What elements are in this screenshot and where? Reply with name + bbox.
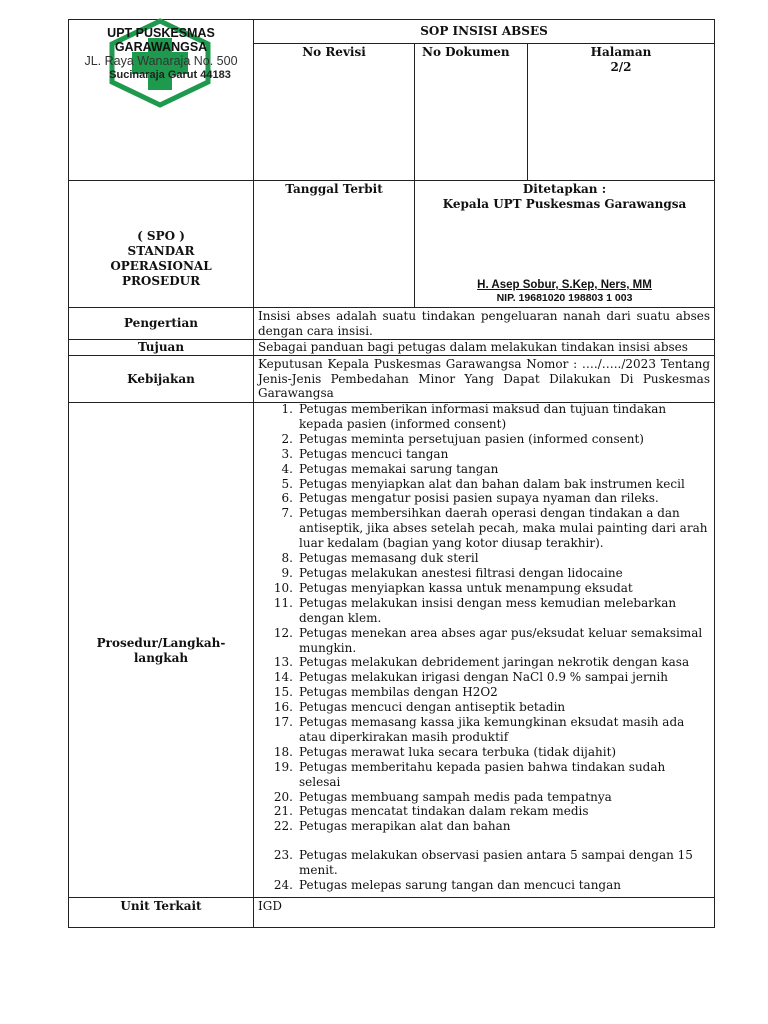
procedure-step: [258, 685, 710, 700]
table-border-right: [714, 19, 715, 928]
procedure-step-text: Petugas mencatat tindakan dalam rekam medis: [299, 804, 589, 819]
procedure-step-number: 5.: [281, 476, 293, 491]
spo-label: [69, 181, 253, 307]
procedure-step-number: 2.: [281, 431, 293, 446]
procedure-step-number: 18.: [273, 744, 293, 759]
procedure-step: [258, 760, 710, 790]
procedure-step-text: Petugas merawat luka secara terbuka (tidak dijahit): [299, 744, 617, 759]
procedure-step-number: 17.: [273, 715, 293, 730]
procedure-step: [258, 819, 710, 834]
procedure-step-text: Petugas menyiapkan kassa untuk menampung eksudat: [299, 580, 633, 595]
tujuan-label: Tujuan: [137, 340, 185, 354]
table-border-bottom: [68, 927, 715, 928]
procedure-step-text: Petugas membuang sampah medis pada tempatnya: [299, 789, 612, 804]
procedure-step-number: 19.: [273, 759, 293, 774]
procedure-step: [258, 447, 710, 462]
pengertian-text: Insisi abses adalah suatu tindakan pengeluaran nanah dari suatu abses dengan cara insisi.: [258, 309, 710, 338]
procedure-step-text: Petugas membilas dengan H2O2: [299, 685, 498, 700]
procedure-step: [258, 655, 710, 670]
kebijakan-text: Keputusan Kepala Puskesmas Garawangsa Nomor : …./…../2023 Tentang Jenis-Jenis Pembedahan Minor Yang Dapat Dilakukan Di Puskesmas Garawangsa: [258, 357, 710, 400]
spo-label-line1: ( SPO ): [137, 229, 185, 243]
halaman-label: Halaman: [590, 45, 652, 59]
procedure-step-text: Petugas melakukan irigasi dengan NaCl 0.9 % sampai jernih: [299, 670, 669, 685]
tanggal-terbit-label: Tanggal Terbit: [285, 182, 383, 196]
revisi-divider: [414, 43, 415, 181]
address-line1: JL. Raya Wanaraja No. 500: [84, 54, 238, 68]
procedure-step-number: 22.: [273, 819, 293, 834]
no-dokumen-label: No Dokumen: [422, 45, 510, 59]
address-line2: Sucinaraja Garut 44183: [109, 69, 231, 81]
org-name-line1: UPT PUSKESMAS: [107, 26, 215, 40]
kebijakan-label: Kebijakan: [127, 371, 195, 386]
procedure-step-number: 23.: [273, 848, 293, 863]
procedure-step-text: Petugas memakai sarung tangan: [299, 461, 499, 476]
procedure-step-text: Petugas mengatur posisi pasien supaya nyaman dan rileks.: [299, 491, 659, 506]
procedure-step: [258, 477, 710, 492]
procedure-step: [258, 462, 710, 477]
procedure-step: [258, 804, 710, 819]
procedure-step-number: 10.: [273, 580, 293, 595]
procedure-step-number: 13.: [273, 655, 293, 670]
procedure-step-number: 9.: [281, 565, 293, 580]
procedure-step: [258, 551, 710, 566]
table-border-left: [68, 19, 69, 928]
procedure-steps-list: [258, 402, 710, 893]
document-title: SOP INSISI ABSES: [420, 24, 548, 38]
procedure-step-number: 4.: [281, 461, 293, 476]
procedure-step-text: Petugas melakukan insisi dengan mess kemudian melebarkan dengan klem.: [299, 595, 677, 625]
signatory-name: H. Asep Sobur, S.Kep, Ners, MM: [477, 279, 652, 291]
procedure-step-text: Petugas menyiapkan alat dan bahan dalam bak instrumen kecil: [299, 476, 685, 491]
procedure-step-text: Petugas memberikan informasi maksud dan tujuan tindakan kepada pasien (informed consent): [299, 402, 667, 431]
unit-terkait-label: Unit Terkait: [120, 899, 202, 913]
kepala-label: Kepala UPT Puskesmas Garawangsa: [442, 197, 687, 211]
procedure-step: [258, 566, 710, 581]
procedure-step-text: Petugas mencuci tangan: [299, 446, 449, 461]
procedure-step: [258, 715, 710, 745]
procedure-step: [258, 491, 710, 506]
tujuan-text: Sebagai panduan bagi petugas dalam melakukan tindakan insisi abses: [258, 340, 688, 354]
procedure-step-text: Petugas melakukan observasi pasien antara 5 sampai dengan 15 menit.: [299, 848, 693, 878]
prosedur-label-line1: Prosedur/Langkah-: [96, 636, 226, 650]
procedure-step-text: Petugas memasang duk steril: [299, 551, 479, 566]
procedure-step-text: Petugas memberitahu kepada pasien bahwa tindakan sudah selesai: [299, 759, 666, 789]
procedure-step-number: 14.: [273, 670, 293, 685]
no-revisi-label: No Revisi: [302, 45, 366, 59]
procedure-step: [258, 581, 710, 596]
procedure-step-text: Petugas mencuci dengan antiseptik betadin: [299, 700, 566, 715]
ditetapkan-label: Ditetapkan :: [522, 182, 607, 196]
procedure-step-text: Petugas melepas sarung tangan dan mencuci tangan: [299, 878, 621, 893]
procedure-step-number: 21.: [273, 804, 293, 819]
procedure-step: [258, 432, 710, 447]
procedure-step-text: Petugas menekan area abses agar pus/eksudat keluar semaksimal mungkin.: [299, 625, 703, 655]
procedure-step: [258, 506, 710, 551]
unit-terkait-value: IGD: [258, 899, 282, 913]
title-divider: [253, 43, 715, 44]
procedure-step-number: 8.: [281, 551, 293, 566]
halaman-value: 2/2: [610, 60, 632, 74]
procedure-step-number: 3.: [281, 446, 293, 461]
signatory-nip: NIP. 19681020 198803 1 003: [496, 292, 633, 304]
column-divider: [253, 19, 254, 928]
procedure-step: [258, 745, 710, 760]
procedure-step-text: Petugas merapikan alat dan bahan: [299, 819, 511, 834]
procedure-step: [258, 790, 710, 805]
procedure-step-text: Petugas meminta persetujuan pasien (informed consent): [299, 431, 644, 446]
procedure-step-number: 7.: [281, 506, 293, 521]
org-name-line2: GARAWANGSA: [114, 40, 208, 54]
procedure-step-number: 16.: [273, 700, 293, 715]
procedure-step: [258, 670, 710, 685]
procedure-step-text: Petugas melakukan anestesi filtrasi dengan lidocaine: [299, 565, 623, 580]
procedure-step-text: Petugas memasang kassa jika kemungkinan eksudat masih ada atau diperkirakan masih produktif: [299, 715, 685, 744]
procedure-step: [258, 626, 710, 656]
procedure-step: [258, 700, 710, 715]
procedure-step-number: 6.: [281, 491, 293, 506]
row-divider-prosedur: [68, 897, 715, 898]
procedure-step: [258, 878, 710, 893]
procedure-step-text: Petugas melakukan debridement jaringan nekrotik dengan kasa: [299, 655, 690, 670]
procedure-step-number: 12.: [273, 625, 293, 640]
spo-label-line3: OPERASIONAL: [110, 259, 212, 273]
procedure-step: [258, 596, 710, 626]
pengertian-label: Pengertian: [123, 316, 198, 330]
procedure-step: [258, 848, 710, 878]
procedure-step-number: 24.: [273, 878, 293, 893]
procedure-step-text: Petugas membersihkan daerah operasi dengan tindakan a dan antiseptik, jika abses setelah pecah, maka mulai painting dari arah luar kedalam (bagian yang kotor diusap terakhir).: [299, 506, 708, 551]
procedure-step-number: 1.: [281, 402, 293, 416]
procedure-step: [258, 402, 710, 432]
spo-label-line4: PROSEDUR: [121, 274, 201, 288]
procedure-step-number: 20.: [273, 789, 293, 804]
procedure-step-number: 15.: [273, 685, 293, 700]
procedure-step-number: 11.: [273, 595, 293, 610]
prosedur-label-line2: langkah: [133, 651, 189, 665]
spo-label-line2: STANDAR: [127, 244, 195, 258]
